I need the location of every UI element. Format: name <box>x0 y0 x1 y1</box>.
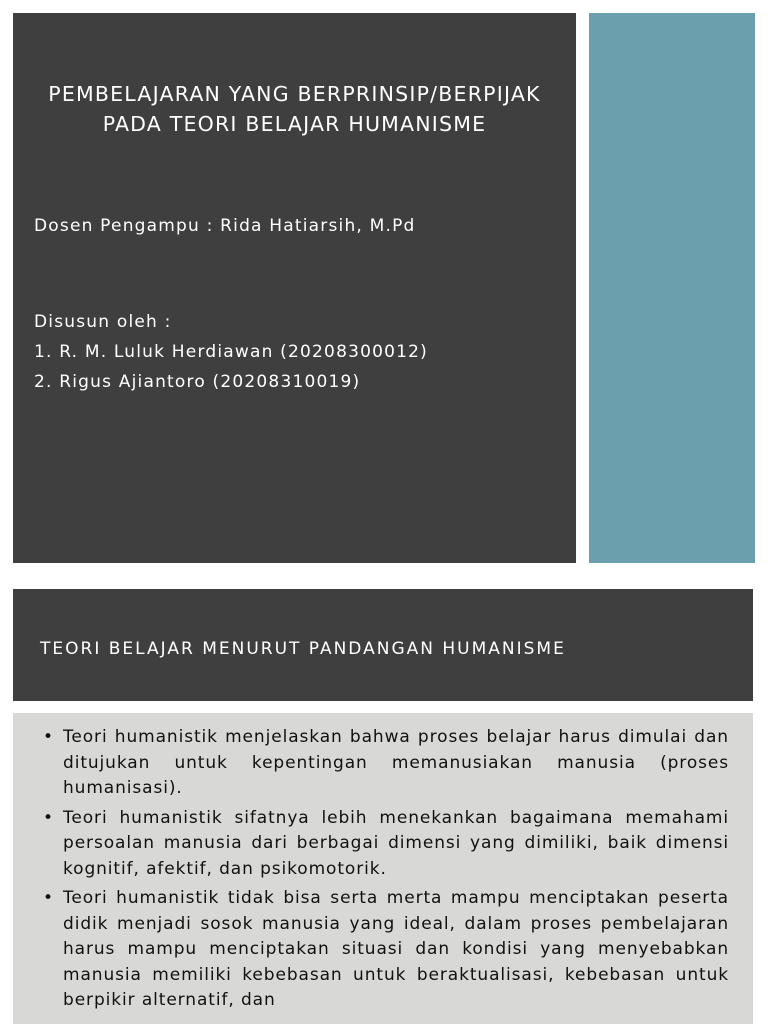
list-item-text: Teori humanistik tidak bisa serta merta mampu menciptakan peserta didik menjadi sosok manusia yang ideal, dalam proses pembelajaran harus mampu menciptakan situasi dan kondisi yang menyebabkan manusia memiliki kebebasan untuk beraktualisasi, kebebasan untuk berpikir alternatif, dan <box>63 888 729 1010</box>
list-item <box>43 725 729 802</box>
author-item: 2. Rigus Ajiantoro (20208310019) <box>34 372 361 392</box>
title-slide <box>13 13 576 563</box>
slide-title-line-2: PADA TEORI BELAJAR HUMANISME <box>102 112 487 136</box>
slide-title-line-1: PEMBELAJARAN YANG BERPRINSIP/BERPIJAK <box>48 82 541 106</box>
authors-label: Disusun oleh : <box>34 312 172 332</box>
section-title: TEORI BELAJAR MENURUT PANDANGAN HUMANISME <box>40 639 566 659</box>
lecturer-line: Dosen Pengampu : Rida Hatiarsih, M.Pd <box>34 216 416 236</box>
bullet-icon: • <box>43 807 54 828</box>
list-item <box>43 806 729 883</box>
author-item: 1. R. M. Luluk Herdiawan (20208300012) <box>34 342 429 362</box>
list-item-text: Teori humanistik sifatnya lebih menekankan bagaimana memahami persoalan manusia dari berbagai dimensi yang dimiliki, baik dimensi kognitif, afektif, dan psikomotorik. <box>63 807 729 879</box>
list-item <box>43 886 729 1014</box>
bullet-list <box>13 713 753 1014</box>
section-header <box>13 589 753 701</box>
slide-title <box>13 79 576 139</box>
authors-block <box>34 307 428 397</box>
accent-panel <box>589 13 755 563</box>
bullet-icon: • <box>43 727 54 747</box>
list-item-text: Teori humanistik menjelaskan bahwa proses belajar harus dimulai dan ditujukan untuk kepentingan memanusiakan manusia (proses humanisasi). <box>63 727 729 798</box>
content-panel <box>13 713 753 1024</box>
bullet-icon: • <box>43 888 54 908</box>
